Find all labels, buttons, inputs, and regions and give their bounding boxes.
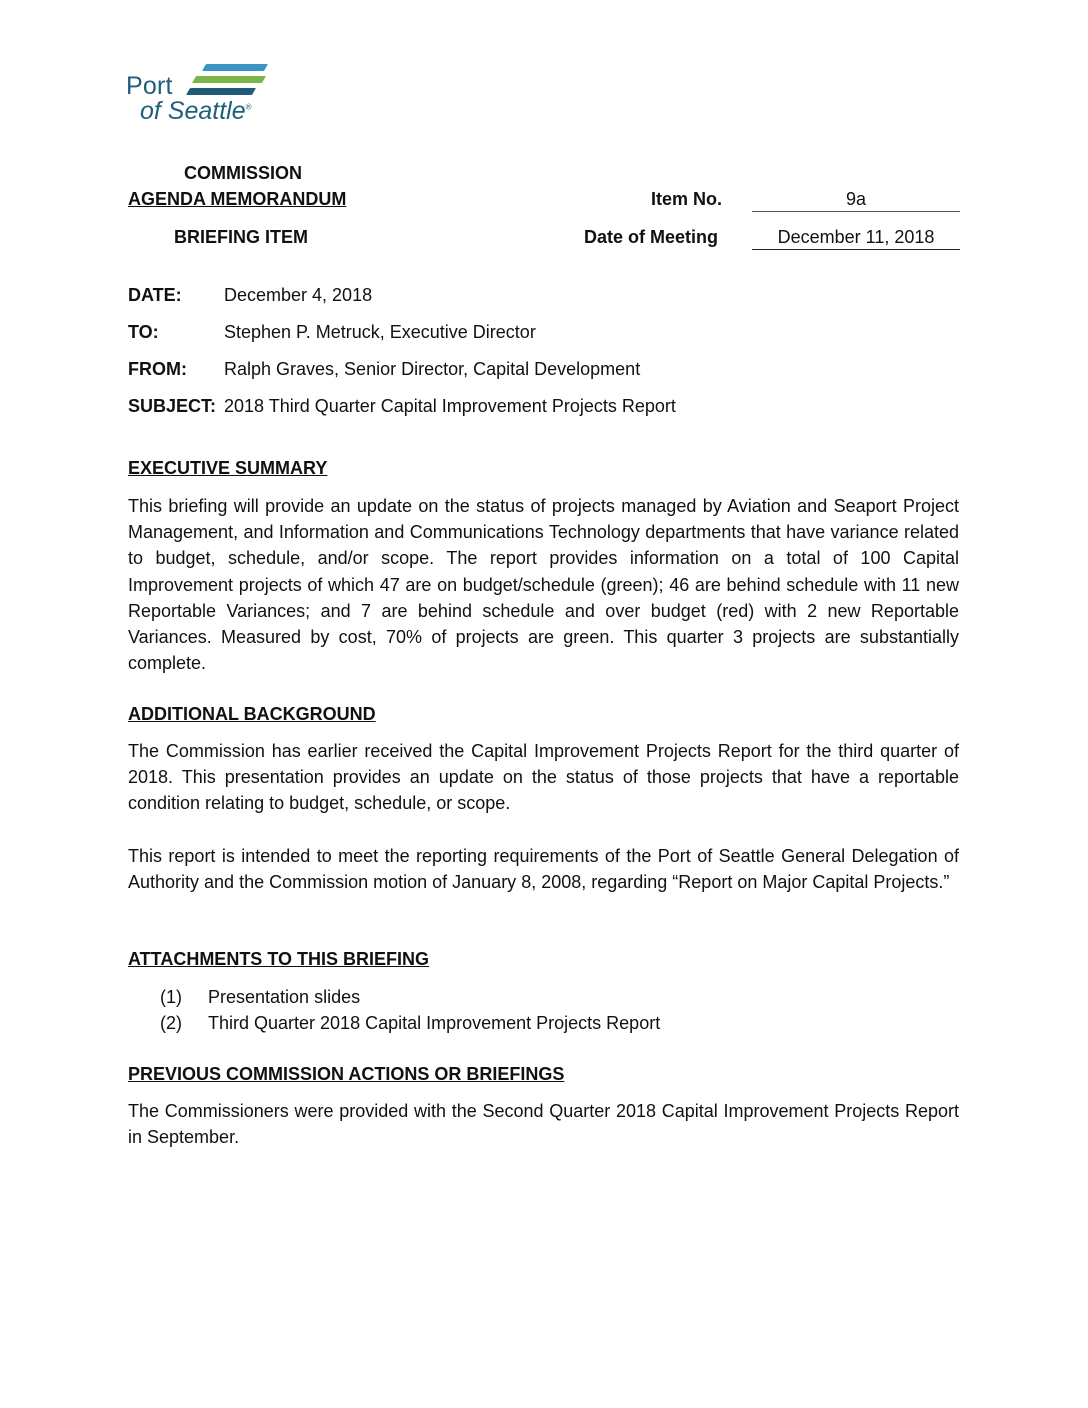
previous-actions-heading: PREVIOUS COMMISSION ACTIONS OR BRIEFINGS <box>128 1064 565 1084</box>
logo-stripe-top-icon <box>202 64 268 71</box>
attachment-number: (2) <box>160 1013 182 1033</box>
attachments-heading: ATTACHMENTS TO THIS BRIEFING <box>128 949 429 969</box>
logo-text-port: Port <box>126 72 173 100</box>
attachment-label: Third Quarter 2018 Capital Improvement Projects Report <box>208 1013 661 1033</box>
logo-text-seattle-label: of Seattle <box>140 97 246 125</box>
additional-background-paragraph-1: The Commission has earlier received the Capital Improvement Projects Report for the third quarter of 2018. This presentation provides an update on the status of those projects that have a reportable condition relating to budget, schedule, or scope. <box>128 741 959 814</box>
logo-stripe-bottom-icon <box>186 88 256 95</box>
logo-stripe-middle-icon <box>192 76 266 83</box>
executive-summary-heading: EXECUTIVE SUMMARY <box>128 458 328 478</box>
memo-date-value: December 4, 2018 <box>224 285 373 305</box>
trademark-symbol: ® <box>245 102 252 112</box>
attachment-number: (1) <box>160 987 182 1007</box>
memo-from-value: Ralph Graves, Senior Director, Capital Development <box>224 359 641 379</box>
agenda-memorandum-title: AGENDA MEMORANDUM <box>128 189 347 209</box>
attachment-item <box>160 1010 660 1036</box>
memo-to-value: Stephen P. Metruck, Executive Director <box>224 322 536 342</box>
date-of-meeting-value: December 11, 2018 <box>752 227 960 250</box>
attachment-label: Presentation slides <box>208 987 361 1007</box>
port-of-seattle-logo <box>126 62 276 128</box>
attachments-list <box>160 984 660 1036</box>
memo-from-label: FROM: <box>128 359 187 379</box>
additional-background-heading: ADDITIONAL BACKGROUND <box>128 704 376 724</box>
commission-title: COMMISSION <box>184 163 303 183</box>
item-no-label: Item No. <box>651 189 723 209</box>
previous-actions-body: The Commissioners were provided with the Second Quarter 2018 Capital Improvement Projects Report in September. <box>128 1101 959 1148</box>
briefing-item-label: BRIEFING ITEM <box>174 227 308 247</box>
memo-to-label: TO: <box>128 322 159 342</box>
memo-date-label: DATE: <box>128 285 182 305</box>
memo-subject-value: 2018 Third Quarter Capital Improvement Projects Report <box>224 396 676 416</box>
item-no-value: 9a <box>752 189 960 212</box>
executive-summary-body: This briefing will provide an update on the status of projects managed by Aviation and Seaport Project Management, and Information and Communications Technology departments that have variance related to budget, schedule, and/or scope. The report provides information on a total of 100 Capital Improvement projects of which 47 are on budget/schedule (green); 46 are behind schedule with 11 new Reportable Variances; and 7 are behind schedule and over budget (red) with 2 new Reportable Variances. Measured by cost, 70% of projects are green. This quarter 3 projects are substantially complete. <box>128 496 959 674</box>
logo-text-seattle <box>140 97 252 126</box>
additional-background-paragraph-2: This report is intended to meet the reporting requirements of the Port of Seattle General Delegation of Authority and the Commission motion of January 8, 2008, regarding “Report on Major Capital Projects.” <box>128 846 959 893</box>
attachment-item <box>160 984 660 1010</box>
memo-subject-label: SUBJECT: <box>128 396 217 416</box>
date-of-meeting-label: Date of Meeting <box>584 227 719 247</box>
